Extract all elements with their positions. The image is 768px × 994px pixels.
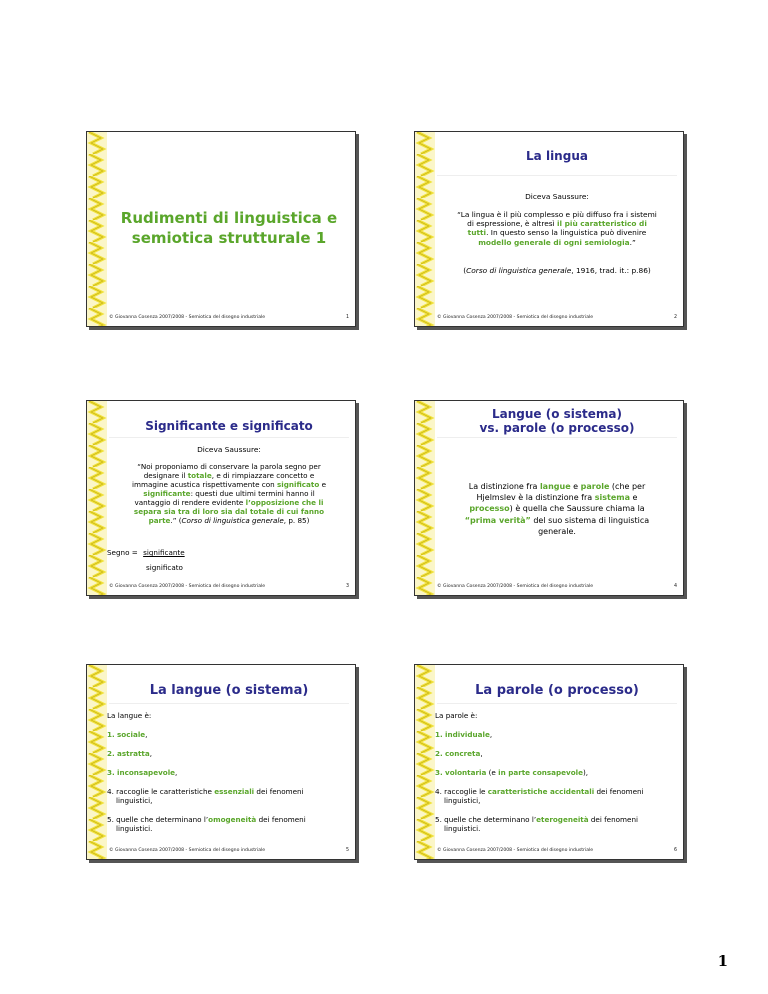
slide-number: 2 [673, 315, 677, 320]
slide-number: 4 [673, 584, 677, 589]
list-item: 2. concreta, [435, 749, 483, 758]
slide-1 [86, 131, 356, 327]
slide-title: Langue (o sistema) vs. parole (o processo) [479, 407, 635, 435]
slide-footer: © Giovanna Cosenza 2007/2008 - Semiotica del disegno industriale 5 [109, 848, 349, 853]
slide-5 [86, 664, 356, 860]
slide-title: La lingua [526, 149, 588, 163]
quote: “Noi proponiamo di conservare la parola segno per designare il totale, e di rimpiazzare concetto e immagine acustica rispettivamente con significato e significante: questi due ultimi termini hanno il vantaggio di rendere evidente l’opposizione che li separa sia tra di loro sia dal totale di cui fanno parte.” (Corso di linguistica generale, p. 85) [131, 462, 326, 525]
zigzag-stripe [87, 132, 107, 326]
divider [437, 437, 677, 438]
slide-title: La langue (o sistema) [149, 683, 309, 698]
page-number: 1 [717, 952, 728, 970]
slide-number: 5 [345, 848, 349, 853]
quote: “La lingua è il più complesso e più diffuso fra i sistemi di espressione, è altresì il più caratteristico di tutti. In questo senso la linguistica può divenire modello generale di ogni semiologia.” [457, 210, 657, 247]
divider [437, 703, 677, 704]
body-text: La distinzione fra langue e parole (che per Hjelmslev è la distinzione fra sistema e processo) è quella che Saussure chiama la “prima verità” del suo sistema di linguistica generale. [464, 482, 650, 536]
slide-4 [414, 400, 684, 596]
slide-footer: © Giovanna Cosenza 2007/2008 - Semiotica del disegno industriale 3 [109, 584, 349, 589]
list-item: 4. raccoglie le caratteristiche accidentali dei fenomeni linguistici, [435, 787, 644, 805]
slide-number: 3 [345, 584, 349, 589]
slide-footer: © Giovanna Cosenza 2007/2008 - Semiotica del disegno industriale 2 [437, 315, 677, 320]
citation: (Corso di linguistica generale, 1916, trad. it.: p.86) [463, 266, 651, 275]
slide-number: 6 [673, 848, 677, 853]
slide-3 [86, 400, 356, 596]
sign-formula: Segno = significante [107, 548, 185, 557]
list-item: 5. quelle che determinano l’eterogeneità dei fenomeni linguistici. [435, 815, 639, 833]
divider [437, 175, 677, 176]
list-item: 5. quelle che determinano l’omogeneità dei fenomeni linguistici. [107, 815, 306, 833]
slide-footer: © Giovanna Cosenza 2007/2008 - Semiotica del disegno industriale 1 [109, 315, 349, 320]
slide-title: La parole (o processo) [475, 683, 639, 698]
slide-footer: © Giovanna Cosenza 2007/2008 - Semiotica del disegno industriale 6 [437, 848, 677, 853]
slide-title: Rudimenti di linguistica e semiotica strutturale 1 [120, 209, 338, 247]
list-item: 2. astratta, [107, 749, 153, 758]
list-item: 1. sociale, [107, 730, 148, 739]
zigzag-stripe [415, 401, 435, 595]
list-item: 4. raccoglie le caratteristiche essenziali dei fenomeni linguistici, [107, 787, 304, 805]
slide-footer: © Giovanna Cosenza 2007/2008 - Semiotica del disegno industriale 4 [437, 584, 677, 589]
zigzag-stripe [87, 665, 107, 859]
zigzag-stripe [415, 132, 435, 326]
list-item: 3. volontaria (e in parte consapevole), [435, 768, 589, 777]
divider [109, 437, 349, 438]
intro-text: Diceva Saussure: [197, 445, 261, 454]
zigzag-stripe [415, 665, 435, 859]
intro-text: Diceva Saussure: [525, 192, 589, 201]
divider [109, 703, 349, 704]
list-intro: La langue è: [107, 711, 152, 720]
slide-2 [414, 131, 684, 327]
list-item: 1. individuale, [435, 730, 493, 739]
slide-number: 1 [345, 315, 349, 320]
list-intro: La parole è: [435, 711, 478, 720]
zigzag-stripe [87, 401, 107, 595]
slide-6 [414, 664, 684, 860]
slide-title: Significante e significato [145, 419, 313, 433]
significato-label: significato [146, 563, 183, 572]
list-item: 3. inconsapevole, [107, 768, 178, 777]
